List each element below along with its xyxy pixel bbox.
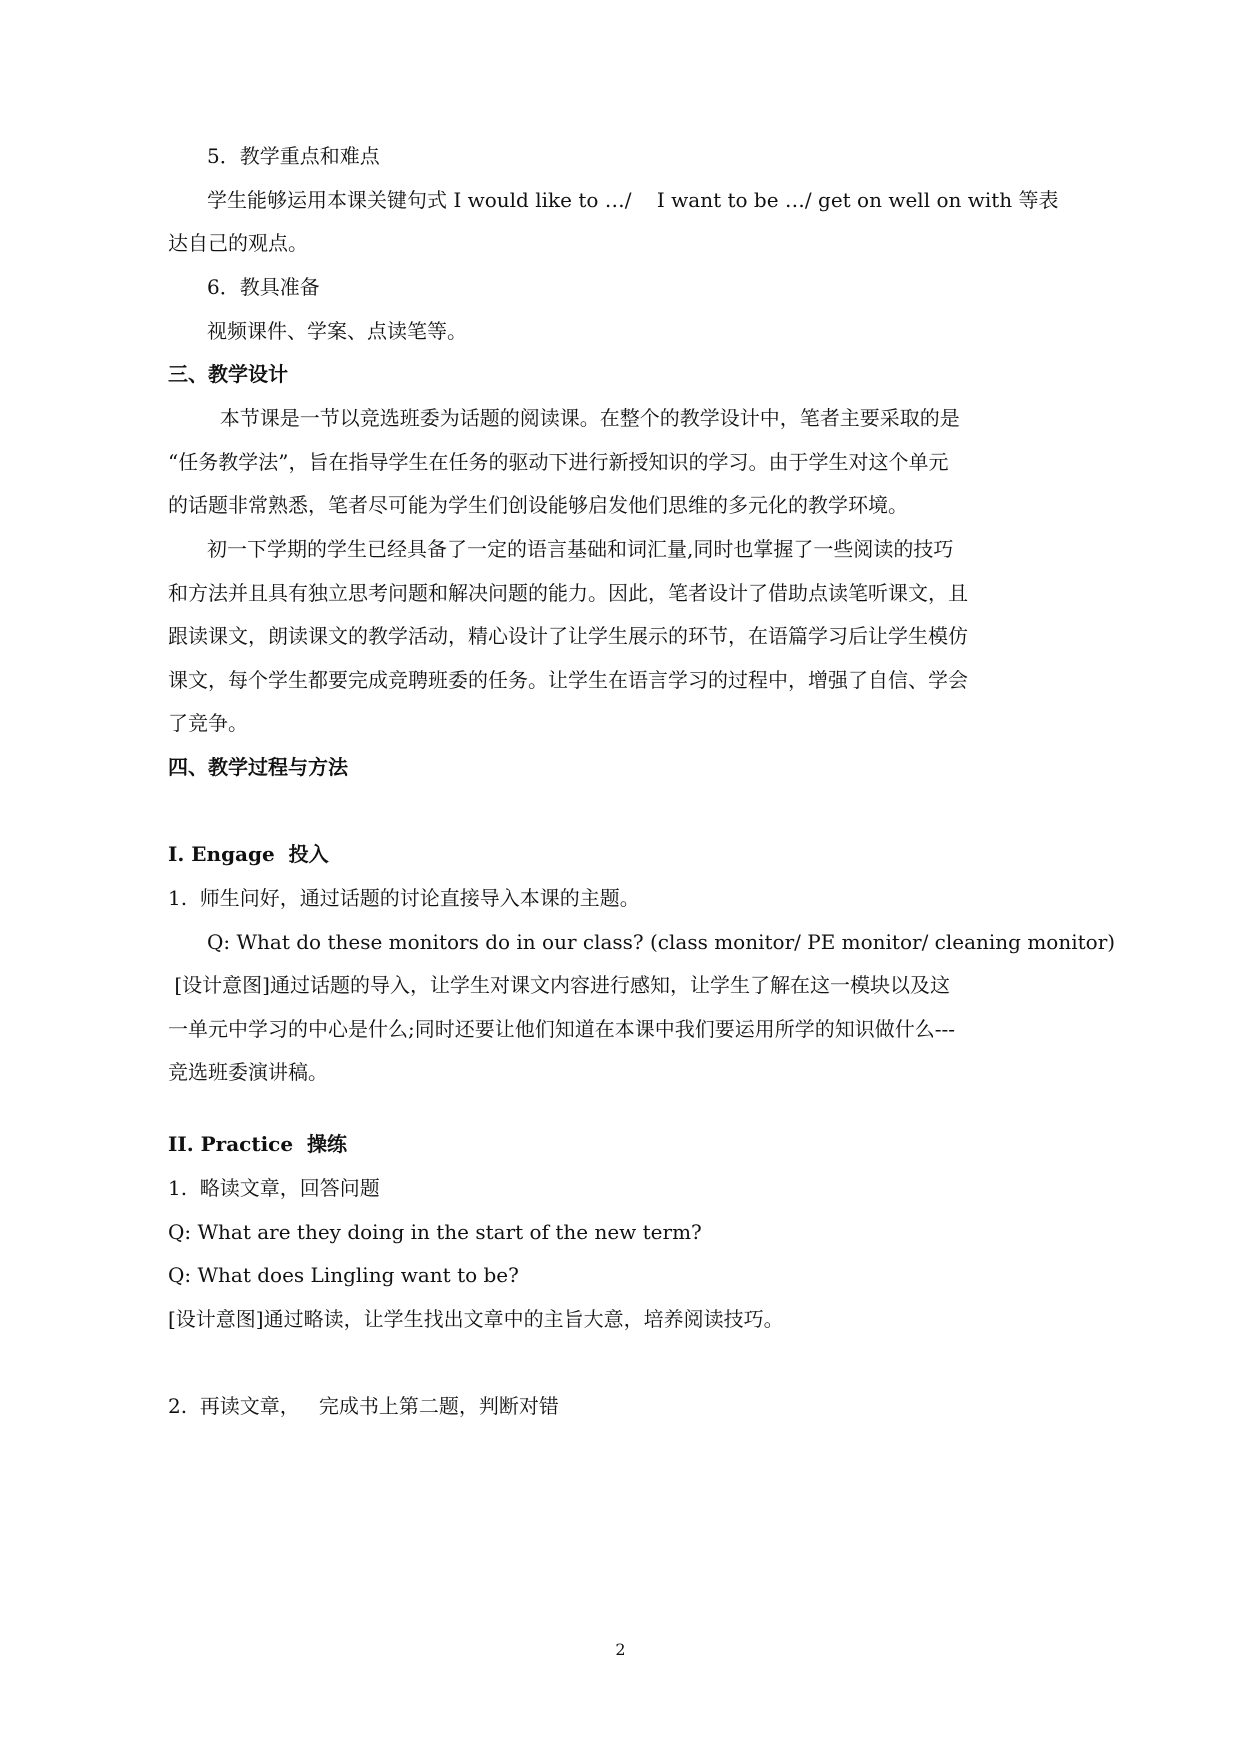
- practice-question-1: Q: What are they doing in the start of the new term?: [168, 1220, 702, 1244]
- engage-intent-line-1: [设计意图]通过话题的导入，让学生对课文内容进行感知，让学生了解在这一模块以及这: [168, 973, 950, 997]
- design-paragraph-2-line-5: 了竞争。: [168, 711, 248, 735]
- section-3-heading: 三、教学设计: [168, 362, 288, 386]
- design-paragraph-2-line-4: 课文，每个学生都要完成竞聘班委的任务。让学生在语言学习的过程中，增强了自信、学会: [168, 668, 968, 692]
- section-6-heading: 6．教具准备: [207, 275, 320, 299]
- engage-item-1: 1. 师生问好，通过话题的讨论直接导入本课的主题。: [168, 886, 640, 910]
- practice-heading: II. Practice 操练: [168, 1132, 348, 1156]
- design-paragraph-2-line-2: 和方法并且具有独立思考问题和解决问题的能力。因此，笔者设计了借助点读笔听课文，且: [168, 581, 968, 605]
- design-paragraph-2-line-1: 初一下学期的学生已经具备了一定的语言基础和词汇量,同时也掌握了一些阅读的技巧: [207, 537, 954, 561]
- design-paragraph-1-line-2: “任务教学法”，旨在指导学生在任务的驱动下进行新授知识的学习。由于学生对这个单元: [168, 450, 949, 474]
- page-number: 2: [615, 1640, 626, 1659]
- engage-heading: I. Engage 投入: [168, 842, 329, 866]
- engage-question: Q: What do these monitors do in our class? (class monitor/ PE monitor/ cleaning monitor): [207, 930, 1116, 954]
- design-paragraph-1-line-3: 的话题非常熟悉，笔者尽可能为学生们创设能够启发他们思维的多元化的教学环境。: [168, 493, 908, 517]
- engage-intent-line-2: 一单元中学习的中心是什么;同时还要让他们知道在本课中我们要运用所学的知识做什么---: [168, 1017, 956, 1041]
- practice-item-1: 1. 略读文章，回答问题: [168, 1176, 380, 1200]
- section-4-heading: 四、教学过程与方法: [168, 755, 348, 779]
- section-5-heading: 5．教学重点和难点: [207, 144, 380, 168]
- engage-intent-line-3: 竞选班委演讲稿。: [168, 1060, 328, 1084]
- design-paragraph-1-line-1: 本节课是一节以竞选班委为话题的阅读课。在整个的教学设计中，笔者主要采取的是: [207, 406, 960, 430]
- practice-intent: [设计意图]通过略读，让学生找出文章中的主旨大意，培养阅读技巧。: [168, 1307, 784, 1331]
- practice-question-2: Q: What does Lingling want to be?: [168, 1263, 519, 1287]
- design-paragraph-2-line-3: 跟读课文，朗读课文的教学活动，精心设计了让学生展示的环节，在语篇学习后让学生模仿: [168, 624, 968, 648]
- section-6-line-1: 视频课件、学案、点读笔等。: [207, 319, 467, 343]
- section-5-line-1: 学生能够运用本课关键句式 I would like to …/ I want to be …/ get on well on with 等表: [207, 188, 1059, 212]
- section-5-line-2: 达自己的观点。: [168, 231, 308, 255]
- practice-item-2: 2. 再读文章， 完成书上第二题，判断对错: [168, 1394, 559, 1418]
